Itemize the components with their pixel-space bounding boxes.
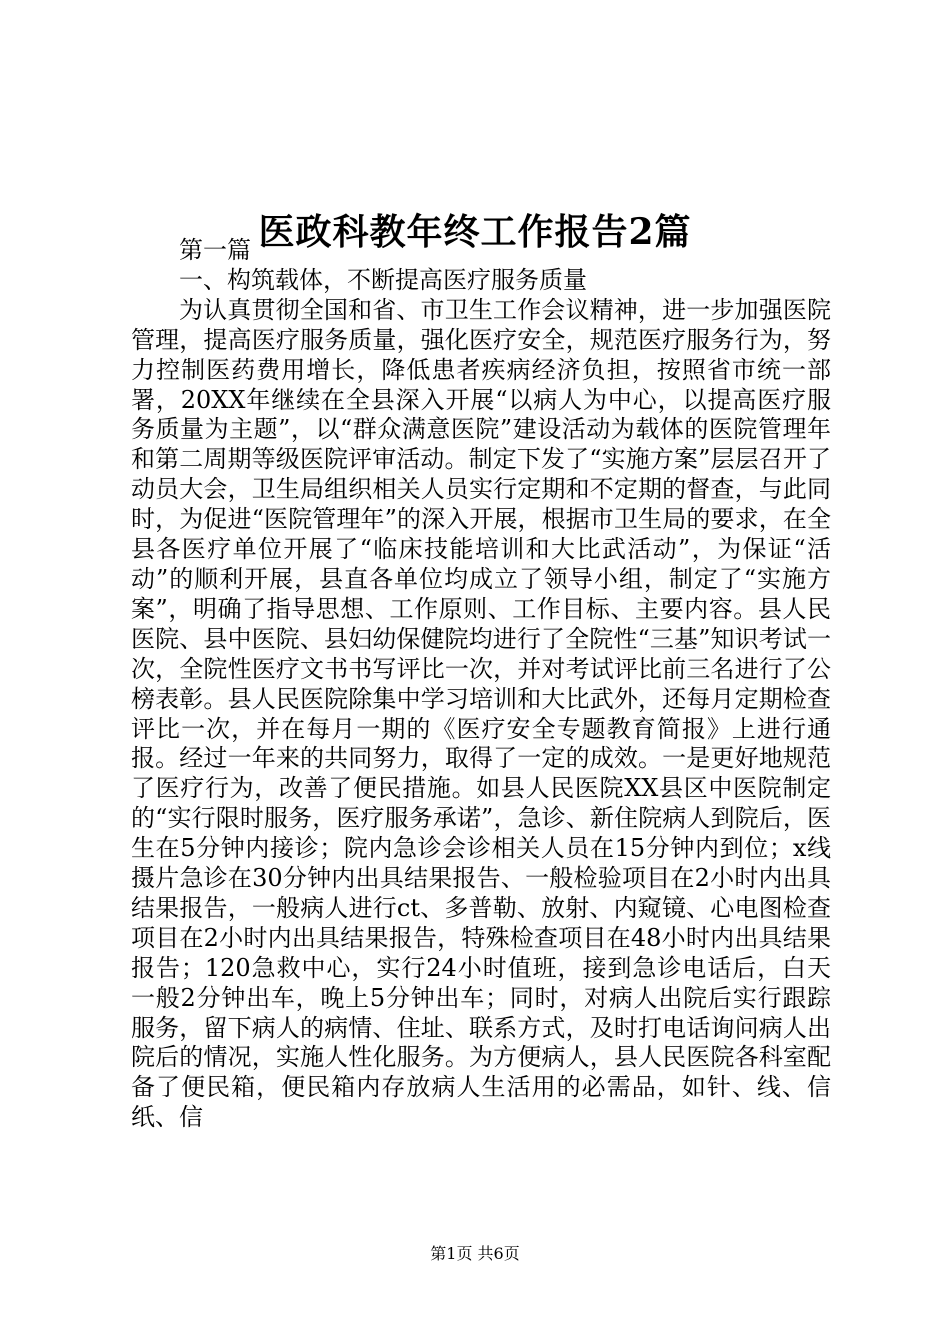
document-title: 医政科教年终工作报告2篇 — [258, 211, 692, 254]
page-footer: 第1页 共6页 — [430, 1244, 520, 1263]
document-body — [131, 236, 831, 1133]
body-paragraph: 为认真贯彻全国和省、市卫生工作会议精神，进一步加强医院管理，提高医疗服务质量，强化医疗安全，规范医疗服务行为，努力控制医药费用增长，降低患者疾病经济负担，按照省市统一部署，20XX年继续在全县深入开展“以病人为中心，以提高医疗服务质量为主题”，以“群众满意医院”建设活动为载体的医院管理年和第二周期等级医院评审活动。制定下发了“实施方案”层层召开了动员大会，卫生局组织相关人员实行定期和不定期的督查，与此同时，为促进“医院管理年”的深入开展，根据市卫生局的要求，在全县各医疗单位开展了“临床技能培训和大比武活动”，为保证“活动”的顺利开展，县直各单位均成立了领导小组，制定了“实施方案”，明确了指导思想、工作原则、工作目标、主要内容。县人民医院、县中医院、县妇幼保健院均进行了全院性“三基”知识考试一次，全院性医疗文书书写评比一次，并对考试评比前三名进行了公榜表彰。县人民医院除集中学习培训和大比武外，还每月定期检查评比一次，并在每月一期的《医疗安全专题教育简报》上进行通报。经过一年来的共同努力，取得了一定的成效。一是更好地规范了医疗行为，改善了便民措施。如县人民医院XX县区中医院制定的“实行限时服务，医疗服务承诺”，急诊、新住院病人到院后，医生在5分钟内接诊；院内急诊会诊相关人员在15分钟内到位；x线摄片急诊在30分钟内出具结果报告、一般检验项目在2小时内出具结果报告，一般病人进行ct、多普勒、放射、内窥镜、心电图检查项目在2小时内出具结果报告，特殊检查项目在48小时内出具结果报告；120急救中心，实行24小时值班，接到急诊电话后，白天一般2分钟出车，晚上5分钟出车；同时，对病人出院后实行跟踪服务，留下病人的病情、住址、联系方式，及时打电话询问病人出院后的情况，实施人性化服务。为方便病人，县人民医院各科室配备了便民箱，便民箱内存放病人生活用的必需品，如针、线、信纸、信 — [131, 295, 831, 1132]
section-heading: 一、构筑载体，不断提高医疗服务质量 — [179, 265, 587, 294]
part-label: 第一篇 — [179, 236, 251, 264]
